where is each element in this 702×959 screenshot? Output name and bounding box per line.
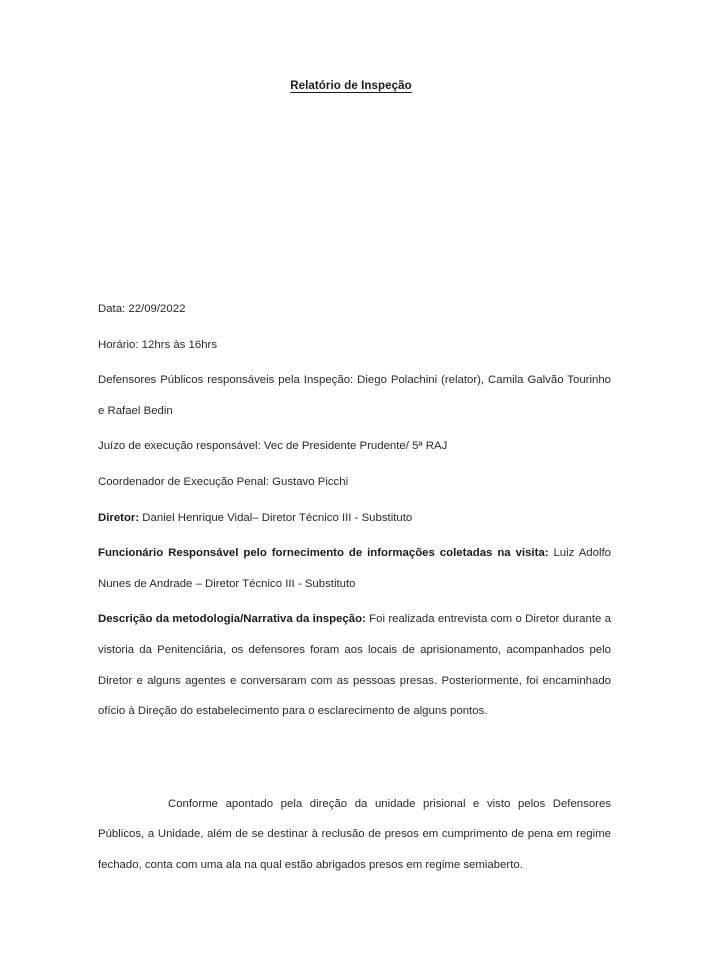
paragraph-funcionario-responsavel-label: Funcionário Responsável pelo fornecimento de informações coletadas na visita:	[98, 547, 549, 560]
paragraph-conclusao	[98, 789, 611, 881]
paragraph-juizo-execucao	[98, 431, 611, 462]
paragraph-juizo-execucao-text: Juízo de execução responsável: Vec de Presidente Prudente/ 5ª RAJ	[98, 440, 448, 453]
page-title	[0, 80, 702, 92]
paragraph-data-text: Data: 22/09/2022	[98, 303, 186, 315]
paragraph-coordenador-execucao-penal	[98, 467, 611, 498]
paragraph-diretor-label: Diretor:	[98, 511, 140, 524]
paragraph-coordenador-execucao-penal-text: Coordenador de Execução Penal: Gustavo Picchi	[98, 475, 349, 488]
paragraph-descricao-metodologia-label: Descrição da metodologia/Narrativa da inspeção:	[98, 613, 366, 626]
document-body	[98, 294, 611, 881]
paragraph-descricao-metodologia-text: Foi realizada entrevista com o Diretor durante a vistoria da Penitenciária, os defensores foram aos locais de aprisionamento, acompanhados pelo Diretor e alguns agentes e conversaram com as pessoas presas. Posteriormente, foi encaminhado ofício à Direção do estabelecimento para o esclarecimento de alguns pontos.	[98, 613, 611, 718]
paragraph-diretor-text: Daniel Henrique Vidal– Diretor Técnico III - Substituto	[139, 511, 413, 524]
paragraph-horario	[98, 330, 611, 361]
paragraph-defensores-publicos-text: Defensores Públicos responsáveis pela Inspeção: Diego Polachini (relator), Camila Galvão Tourinho e Rafael Bedin	[98, 374, 611, 417]
page-title-text: Relatório de Inspeção	[290, 80, 412, 92]
paragraph-funcionario-responsavel-text: Luiz Adolfo Nunes de Andrade – Diretor Técnico III - Substituto	[98, 547, 611, 590]
paragraph-horario-text: Horário: 12hrs às 16hrs	[98, 338, 218, 351]
paragraph-defensores-publicos	[98, 365, 611, 426]
paragraph-conclusao-text: Conforme apontado pela direção da unidade prisional e visto pelos Defensores Públicos, a Unidade, além de se destinar à reclusão de presos em cumprimento de pena em regime fechado, conta com uma ala na qual estão abrigados presos em regime semiaberto.	[98, 797, 611, 871]
paragraph-funcionario-responsavel	[98, 538, 611, 599]
paragraph-descricao-metodologia	[98, 604, 611, 726]
paragraph-diretor	[98, 503, 611, 534]
paragraph-data	[98, 294, 611, 325]
